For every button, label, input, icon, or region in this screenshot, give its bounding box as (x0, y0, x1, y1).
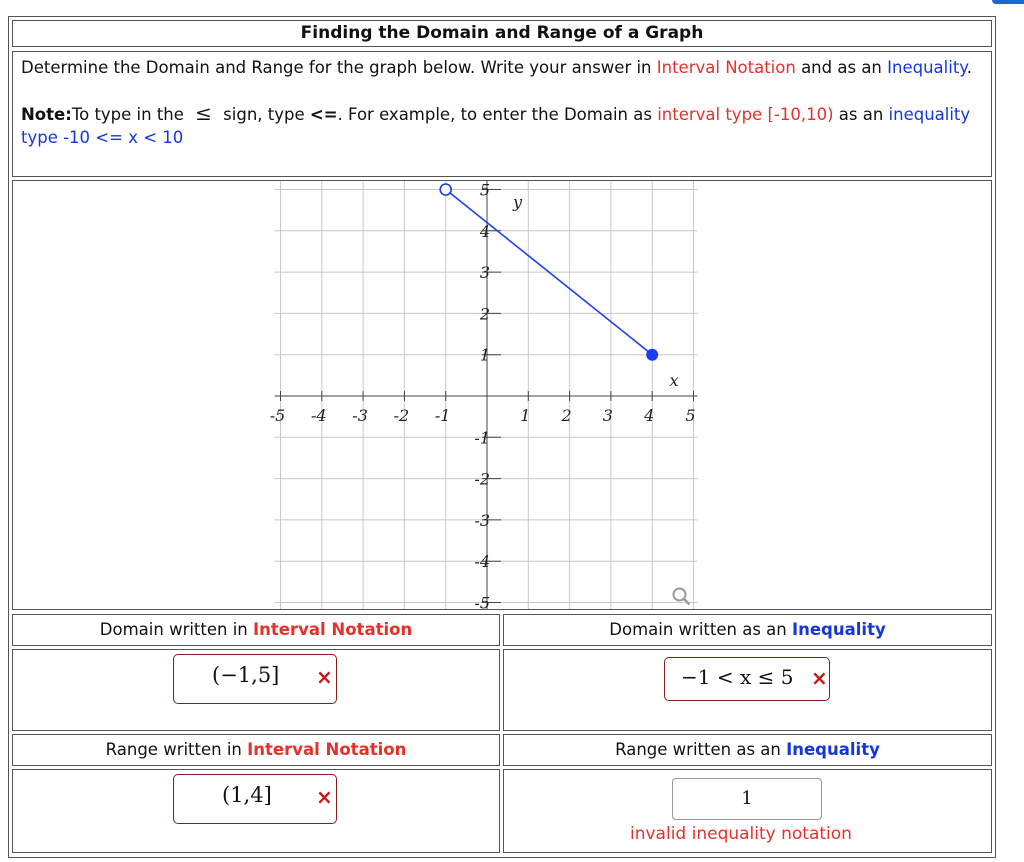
page-title: Finding the Domain and Range of a Graph (12, 20, 992, 47)
range-interval-input[interactable] (173, 774, 337, 824)
y-tick-label: -4 (474, 552, 490, 572)
header-text: Domain written as an (609, 620, 792, 639)
y-tick-label: 3 (479, 263, 490, 283)
window-corner-tab (992, 0, 1024, 4)
y-tick-label: 2 (479, 304, 490, 324)
header-text: Range written as an (615, 740, 787, 759)
domain-interval-input[interactable] (173, 654, 337, 704)
note-text: as an (833, 105, 889, 124)
validation-error: invalid inequality notation (630, 824, 852, 844)
answer-value: (1,4] (222, 783, 272, 807)
instruction-text: and as an (795, 58, 888, 77)
header-emphasis: Inequality (786, 740, 880, 759)
header-emphasis: Interval Notation (247, 740, 407, 759)
incorrect-icon: × (316, 785, 333, 809)
note-text: To type in the (71, 105, 190, 124)
domain-inequality-header (503, 614, 992, 646)
header-text: Domain written in (99, 620, 254, 639)
y-tick-label: -3 (474, 510, 490, 530)
range-inequality-header (503, 734, 992, 766)
x-tick-label: 4 (644, 406, 655, 425)
x-tick-label: -2 (393, 406, 410, 425)
y-tick-label: 5 (479, 181, 490, 200)
graph-panel (12, 180, 992, 610)
y-tick-label: -5 (474, 593, 490, 609)
domain-interval-cell (12, 649, 500, 731)
header-emphasis: Inequality (791, 620, 886, 639)
y-tick-label: 1 (479, 345, 490, 365)
y-tick-label: -1 (474, 428, 490, 448)
range-inequality-cell (503, 769, 992, 853)
coordinate-graph (13, 181, 991, 609)
note-code: <= (309, 105, 338, 124)
instruction-text: . (966, 58, 972, 77)
incorrect-icon: × (316, 665, 333, 689)
header-emphasis: Interval Notation (253, 620, 413, 639)
note-label: Note: (21, 105, 72, 124)
answer-value: −1 < x ≤ 5 (681, 665, 794, 689)
range-interval-cell (12, 769, 500, 853)
interval-notation-term: Interval Notation (656, 58, 796, 77)
x-tick-label: 5 (685, 406, 696, 425)
x-tick-label: -5 (269, 406, 286, 425)
x-tick-label: -3 (352, 406, 368, 425)
open-endpoint (440, 184, 451, 195)
instructions (12, 51, 992, 177)
answer-value: (−1,5] (212, 663, 280, 687)
domain-interval-header (12, 614, 500, 646)
x-tick-label: -1 (434, 406, 451, 425)
magnifier-handle (684, 599, 690, 605)
problem-table (8, 16, 996, 858)
note-text: . For example, to enter the Domain as (337, 105, 658, 124)
leq-symbol: ≤ (195, 101, 212, 125)
note-inequality-example: inequality type -10 <= x < 10 (21, 105, 971, 147)
y-tick-label: 4 (479, 221, 490, 241)
range-interval-header (12, 734, 500, 766)
y-axis-label: y (513, 192, 523, 212)
x-axis-label: x (669, 371, 679, 390)
range-inequality-input[interactable]: 1 (672, 778, 822, 820)
x-tick-label: 1 (520, 406, 531, 425)
inequality-term: Inequality (887, 58, 967, 77)
y-tick-label: -2 (474, 469, 490, 489)
instruction-text: Determine the Domain and Range for the graph below. Write your answer in (21, 58, 657, 77)
note-text: sign, type (217, 105, 310, 124)
note-line (21, 102, 983, 149)
incorrect-icon: × (811, 666, 828, 690)
closed-endpoint (647, 349, 658, 360)
instruction-line (21, 56, 983, 79)
note-interval-example: interval type [-10,10) (657, 105, 834, 124)
domain-inequality-input[interactable] (664, 657, 830, 701)
domain-inequality-cell (503, 649, 992, 731)
header-text: Range written in (105, 740, 248, 759)
x-tick-label: 2 (561, 406, 572, 425)
x-tick-label: 3 (602, 406, 613, 425)
x-tick-label: -4 (311, 406, 327, 425)
